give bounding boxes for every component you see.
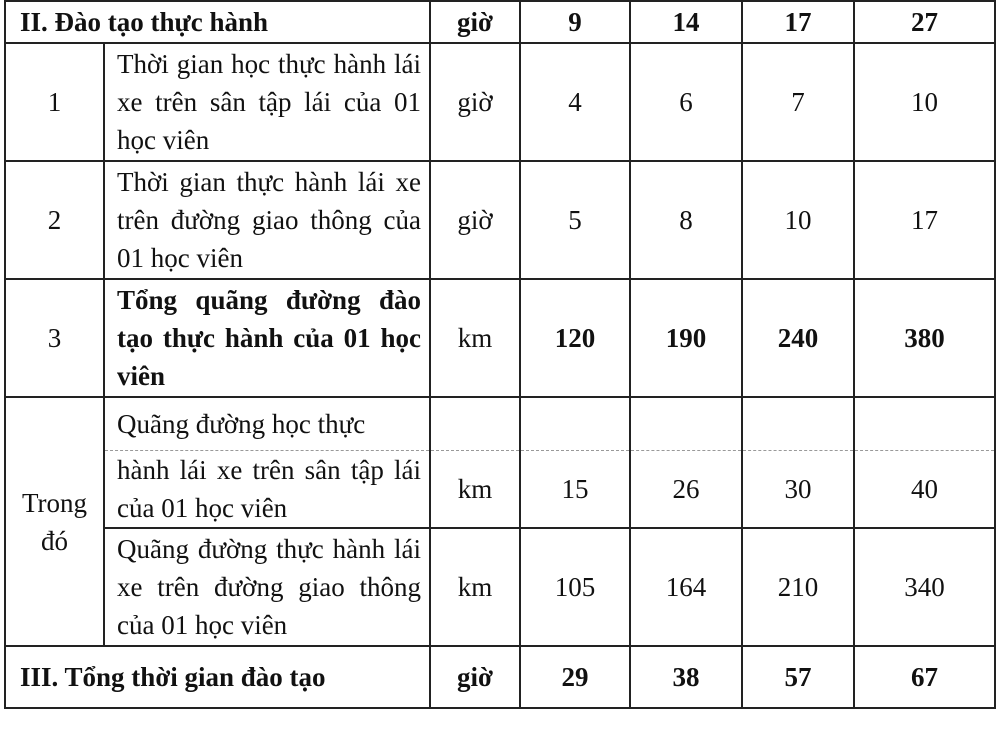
- row-value-3: 7: [742, 43, 854, 161]
- section-2-unit: giờ: [430, 1, 520, 43]
- section-2-value-4: 27: [854, 1, 995, 43]
- row-description-top: Quãng đường học thực: [104, 397, 430, 451]
- section-2-value-2: 14: [630, 1, 742, 43]
- row-number: 2: [5, 161, 104, 279]
- section-2-row: [5, 1, 995, 43]
- section-3-value-2: 38: [630, 646, 742, 708]
- section-2-value-1: 9: [520, 1, 630, 43]
- section-3-label: III. Tổng thời gian đào tạo: [5, 646, 430, 708]
- row-value-1: 105: [520, 528, 630, 646]
- row-value-4: 340: [854, 528, 995, 646]
- row-value-blank: [520, 397, 630, 451]
- row-unit: giờ: [430, 161, 520, 279]
- section-3-unit: giờ: [430, 646, 520, 708]
- row-value-2: 164: [630, 528, 742, 646]
- section-2-label: II. Đào tạo thực hành: [5, 1, 430, 43]
- row-value-1: 120: [520, 279, 630, 397]
- row-unit: giờ: [430, 43, 520, 161]
- row-value-3: 10: [742, 161, 854, 279]
- row-description: Quãng đường thực hành lái xe trên đường giao thông của 01 học viên: [104, 528, 430, 646]
- table-row: [5, 528, 995, 646]
- row-number: 1: [5, 43, 104, 161]
- row-unit: km: [430, 279, 520, 397]
- row-value-2: 190: [630, 279, 742, 397]
- row-value-4: 40: [854, 451, 995, 529]
- row-value-1: 5: [520, 161, 630, 279]
- row-unit: km: [430, 528, 520, 646]
- row-number: Trong đó: [5, 397, 104, 646]
- table-row: [5, 397, 995, 451]
- section-3-value-3: 57: [742, 646, 854, 708]
- row-value-4: 380: [854, 279, 995, 397]
- table-row: [5, 279, 995, 397]
- table-row: [5, 43, 995, 161]
- row-value-4: 17: [854, 161, 995, 279]
- table-row: [5, 161, 995, 279]
- row-unit: km: [430, 451, 520, 529]
- row-value-3: 240: [742, 279, 854, 397]
- section-2-value-3: 17: [742, 1, 854, 43]
- row-value-1: 15: [520, 451, 630, 529]
- row-value-2: 8: [630, 161, 742, 279]
- row-value-blank: [630, 397, 742, 451]
- section-3-row: [5, 646, 995, 708]
- table-row: [5, 451, 995, 529]
- row-description: Tổng quãng đường đào tạo thực hành của 01 học viên: [104, 279, 430, 397]
- row-value-3: 30: [742, 451, 854, 529]
- row-number: 3: [5, 279, 104, 397]
- row-description: Thời gian học thực hành lái xe trên sân tập lái của 01 học viên: [104, 43, 430, 161]
- row-unit-blank: [430, 397, 520, 451]
- row-value-blank: [742, 397, 854, 451]
- row-description: Thời gian thực hành lái xe trên đường giao thông của 01 học viên: [104, 161, 430, 279]
- row-value-2: 26: [630, 451, 742, 529]
- section-3-value-1: 29: [520, 646, 630, 708]
- row-value-4: 10: [854, 43, 995, 161]
- row-value-2: 6: [630, 43, 742, 161]
- row-value-3: 210: [742, 528, 854, 646]
- training-table: [4, 0, 996, 709]
- row-description-bottom: hành lái xe trên sân tập lái của 01 học viên: [104, 451, 430, 529]
- row-value-blank: [854, 397, 995, 451]
- row-value-1: 4: [520, 43, 630, 161]
- section-3-value-4: 67: [854, 646, 995, 708]
